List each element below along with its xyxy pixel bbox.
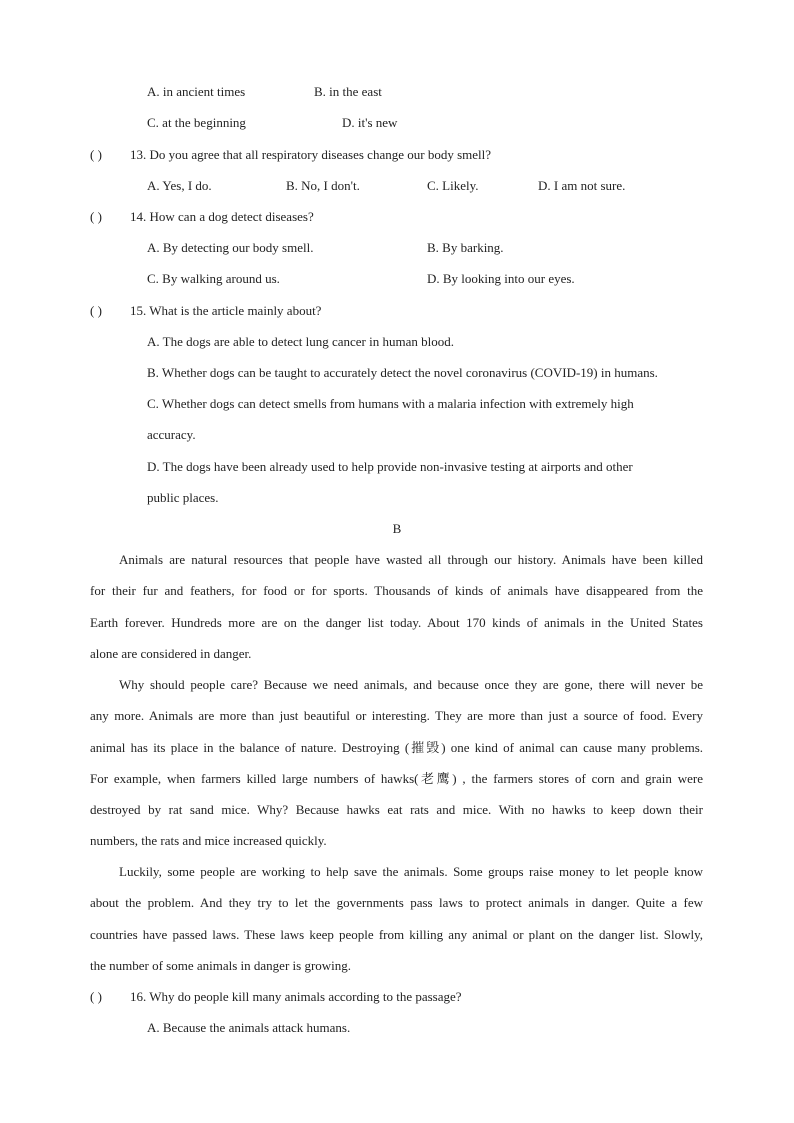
q13-option-a: A. Yes, I do. <box>147 178 212 193</box>
passage-p2-line2: any more. Animals are more than just beautiful or interesting. They are more than just a source of food. Every <box>90 708 703 723</box>
passage-p2-line6: numbers, the rats and mice increased quickly. <box>90 833 327 848</box>
q13-option-c: C. Likely. <box>427 178 479 193</box>
q15-option-d-line1: D. The dogs have been already used to help provide non-invasive testing at airports and other <box>147 459 633 474</box>
q14-option-b: B. By barking. <box>427 240 504 255</box>
passage-p3-line3: countries have passed laws. These laws keep people from killing any animal or plant on the danger list. Slowly, <box>90 927 703 942</box>
passage-p1-line2: for their fur and feathers, for food or for sports. Thousands of kinds of animals have disappeared from the <box>90 583 703 598</box>
passage-p3-line1: Luckily, some people are working to help save the animals. Some groups raise money to let people know <box>119 864 703 879</box>
q14-stem: 14. How can a dog detect diseases? <box>130 209 314 224</box>
section-heading-b: B <box>392 521 402 536</box>
q15-option-a: A. The dogs are able to detect lung cancer in human blood. <box>147 334 454 349</box>
q12-option-c: C. at the beginning <box>147 115 246 130</box>
passage-p2-line3: animal has its place in the balance of nature. Destroying (摧毁) one kind of animal can cause many problems. <box>90 740 703 755</box>
q15-stem: 15. What is the article mainly about? <box>130 303 322 318</box>
passage-p2-line5: destroyed by rat sand mice. Why? Because hawks eat rats and mice. With no hawks to keep down their <box>90 802 703 817</box>
q15-answer-blank: ( ) <box>90 303 102 318</box>
q15-option-d-line2: public places. <box>147 490 219 505</box>
q16-option-a: A. Because the animals attack humans. <box>147 1020 351 1035</box>
passage-p3-line2: about the problem. And they try to let the governments pass laws to protect animals in danger. Quite a few <box>90 895 703 910</box>
q12-option-b: B. in the east <box>314 84 382 99</box>
q13-option-b: B. No, I don't. <box>286 178 360 193</box>
q12-option-a: A. in ancient times <box>147 84 246 99</box>
q15-option-c-line1: C. Whether dogs can detect smells from humans with a malaria infection with extremely high <box>147 396 634 411</box>
q14-option-a: A. By detecting our body smell. <box>147 240 314 255</box>
q12-option-d: D. it's new <box>342 115 398 130</box>
q13-stem: 13. Do you agree that all respiratory diseases change our body smell? <box>130 147 491 162</box>
q16-answer-blank: ( ) <box>90 989 102 1004</box>
passage-p2-line4: For example, when farmers killed large numbers of hawks(老鹰) , the farmers stores of corn and grain were <box>90 771 703 786</box>
q16-stem: 16. Why do people kill many animals according to the passage? <box>130 989 462 1004</box>
passage-p1-line4: alone are considered in danger. <box>90 646 252 661</box>
q13-option-d: D. I am not sure. <box>538 178 626 193</box>
passage-p1-line3: Earth forever. Hundreds more are on the danger list today. About 170 kinds of animals in the United States <box>90 615 703 630</box>
passage-p2-line1: Why should people care? Because we need animals, and because once they are gone, there will never be <box>119 677 703 692</box>
q15-option-c-line2: accuracy. <box>147 427 196 442</box>
q14-option-c: C. By walking around us. <box>147 271 280 286</box>
q13-answer-blank: ( ) <box>90 147 102 162</box>
q14-answer-blank: ( ) <box>90 209 102 224</box>
q15-option-b: B. Whether dogs can be taught to accurately detect the novel coronavirus (COVID-19) in humans. <box>147 365 658 380</box>
passage-p1-line1: Animals are natural resources that people have wasted all through our history. Animals have been killed <box>119 552 703 567</box>
q14-option-d: D. By looking into our eyes. <box>427 271 575 286</box>
passage-p3-line4: the number of some animals in danger is growing. <box>90 958 352 973</box>
